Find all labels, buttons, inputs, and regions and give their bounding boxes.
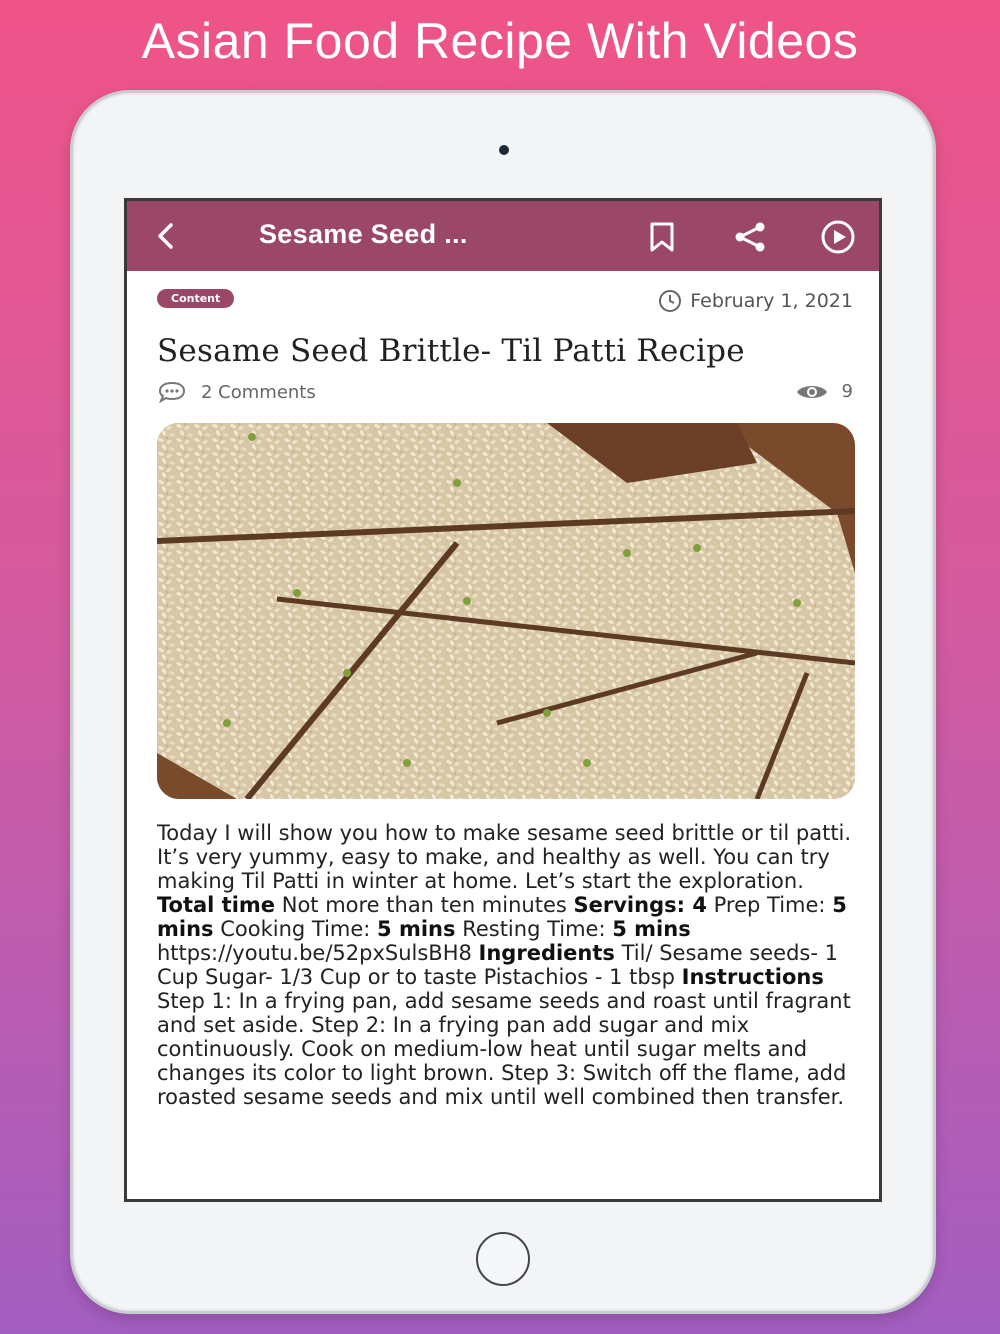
comments-link[interactable] (157, 381, 316, 403)
servings-label: Servings: 4 (573, 893, 707, 917)
sesame-brittle-photo (157, 423, 855, 799)
total-time-label: Total time (157, 893, 276, 917)
comment-bubble-icon (157, 381, 187, 403)
cooking-time-label: Cooking Time: (220, 917, 371, 941)
tablet-frame (70, 90, 936, 1314)
resting-time-value: 5 mins (612, 917, 691, 941)
article-body (157, 821, 857, 1159)
category-badge[interactable]: Content (157, 289, 234, 308)
post-date (658, 289, 853, 313)
post-meta-row (157, 289, 853, 315)
play-circle-icon[interactable] (819, 218, 857, 256)
resting-time-label: Resting Time: (462, 917, 606, 941)
view-count-text: 9 (841, 381, 853, 402)
article-intro: Today I will show you how to make sesame seed brittle or til patti. It’s very yummy, easy to make, and healthy as well. You can try making Til Patti in winter at home. Let’s start the exploration. (157, 821, 852, 893)
instructions-text: Step 1: In a frying pan, add sesame seeds and roast until fragrant and set aside. Step 2: In a frying pan add sugar and mix continuously. Cook on medium-low heat until sugar melts and changes its color to light brown. Step 3: Switch off the flame, add roasted sesame seeds and mix until well combined then transfer. (157, 989, 851, 1109)
bookmark-icon[interactable] (643, 218, 681, 256)
prep-time-value: 5 mins (157, 893, 847, 941)
ingredients-text: Til/ Sesame seeds- 1 Cup Sugar- 1/3 Cup or to taste Pistachios - 1 tbsp (157, 941, 838, 989)
instructions-label: Instructions (681, 965, 824, 989)
home-button[interactable] (476, 1232, 530, 1286)
comments-count: 2 Comments (201, 381, 316, 403)
post-stats-row (157, 381, 853, 407)
view-count (796, 381, 853, 402)
prep-time-label: Prep Time: (713, 893, 826, 917)
back-arrow-icon[interactable] (149, 219, 183, 253)
app-bar (127, 201, 879, 271)
ingredients-label: Ingredients (478, 941, 615, 965)
total-time-value: Not more than ten minutes (281, 893, 567, 917)
share-icon[interactable] (731, 218, 769, 256)
cooking-time-value: 5 mins (377, 917, 456, 941)
post-title: Sesame Seed Brittle- Til Patti Recipe (157, 333, 745, 369)
post-date-text: February 1, 2021 (690, 290, 853, 312)
app-screen (124, 198, 882, 1202)
clock-icon (658, 289, 682, 313)
video-link[interactable]: https://youtu.be/52pxSulsBH8 (157, 941, 472, 965)
eye-icon (796, 382, 828, 402)
front-camera (499, 145, 509, 155)
promo-headline: Asian Food Recipe With Videos (141, 13, 859, 69)
app-bar-title: Sesame Seed ... (259, 219, 468, 249)
